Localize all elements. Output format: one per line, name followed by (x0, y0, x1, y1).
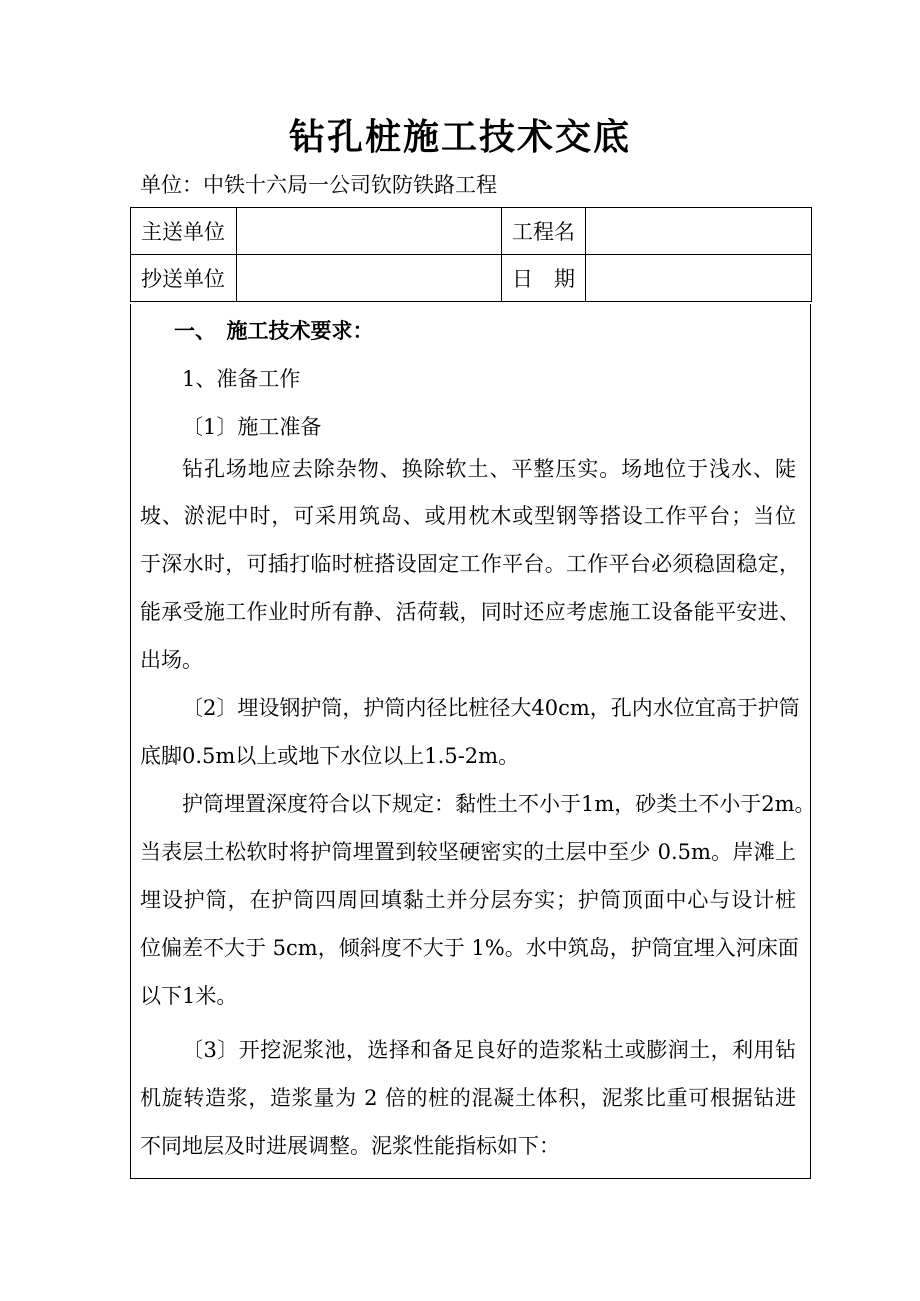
label-recipient-unit: 主送单位 (131, 208, 237, 255)
item1-heading: 〔1〕施工准备 (182, 415, 322, 439)
paragraph-line: 埋设护筒，在护筒四周回填黏土并分层夯实；护筒顶面中心与设计桩 (140, 888, 796, 912)
paragraph-line: 〔2〕埋设钢护筒，护筒内径比桩径大40cm，孔内水位宜高于护筒 (182, 696, 800, 720)
section-heading: 一、 施工技术要求： (174, 318, 374, 343)
value-copy-unit (237, 255, 502, 302)
sub-heading: 1、准备工作 (182, 367, 301, 391)
value-project-name (586, 208, 812, 255)
info-table (130, 207, 812, 302)
paragraph-line: 于深水时，可插打临时桩搭设固定工作平台。工作平台必须稳固稳定， (140, 552, 800, 576)
info-row-recipient (131, 208, 812, 255)
paragraph-line: 底脚0.5m以上或地下水位以上1.5-2m。 (140, 744, 520, 768)
label-copy-unit: 抄送单位 (131, 255, 237, 302)
label-project-name: 工程名 (502, 208, 586, 255)
value-recipient-unit (237, 208, 502, 255)
info-row-copy (131, 255, 812, 302)
paragraph-line: 钻孔场地应去除杂物、换除软土、平整压实。场地位于浅水、陡 (182, 457, 796, 481)
paragraph-line: 位偏差不大于 5cm，倾斜度不大于 1%。水中筑岛，护筒宜埋入河床面 (140, 936, 799, 960)
paragraph-line: 坡、淤泥中时，可采用筑岛、或用枕木或型钢等搭设工作平台；当位 (140, 504, 796, 528)
paragraph-line: 机旋转造浆，造浆量为 2 倍的桩的混凝土体积，泥浆比重可根据钻进 (140, 1086, 796, 1110)
paragraph-line: 出场。 (140, 648, 203, 672)
paragraph-line: 当表层土松软时将护筒埋置到较坚硬密实的土层中至少 0.5m。岸滩上 (140, 840, 796, 864)
paragraph-line: 护筒埋置深度符合以下规定：黏性土不小于1m，砂类土不小于2m。 (182, 792, 816, 816)
document-title: 钻孔桩施工技术交底 (288, 116, 631, 158)
paragraph-line: 以下1米。 (140, 984, 238, 1008)
paragraph-line: 能承受施工作业时所有静、活荷载，同时还应考虑施工设备能平安进、 (140, 600, 800, 624)
unit-line: 单位：中铁十六局一公司钦防铁路工程 (140, 173, 497, 197)
label-date: 日 期 (502, 255, 586, 302)
paragraph-line: 〔3〕开挖泥浆池，选择和备足良好的造浆粘土或膨润土，利用钻 (182, 1038, 796, 1062)
value-date (586, 255, 812, 302)
paragraph-line: 不同地层及时进展调整。泥浆性能指标如下： (140, 1134, 560, 1158)
